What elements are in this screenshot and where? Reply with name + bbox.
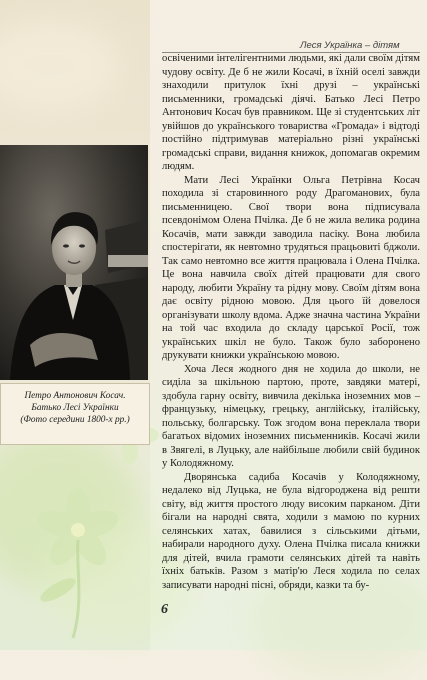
paragraph: Дворянська садиба Косачів у Колодяжному, недалеко від Луцька, не була відгороджена від решти світу, від життя простого люду високим парканом. Діти бігали на народні свята, ходили з мамою по курних селянських хатах, бавилися з сільськими дітьми, набирали народного духу. Олена Пчілка писала книжки для дітей, вчила грамоти селянських дітей та навіть їхніх батьків. Разом з матір'ю Леся ходила по селах записувати народні пісні, обряди, казки та бу- [162,471,420,591]
caption-line: Петро Антонович Косач. [24,391,126,401]
page-number: 6 [161,602,168,617]
paragraph: Мати Лесі Українки Ольга Петрівна Косач походила зі старовинного роду Драгоманових, була письменницею. Свої твори вона підписувала псевдонімом Олена Пчілка. Де б не жила велика родина Косачів, мати завжди заводила пасіку. Вона любила спостерігати, як невтомно трудяться працьовиті бджоли. Так само невтомно все життя працювала і Олена Пчілка. Це вона навчила своїх дітей працювати для свого народу, любити Україну та рідну мову. Своїм дітям вона дає освіту рідною мовою. Для цього їй довелося організувати школу вдома. Адже значна частина України на той час входила до складу царської Росії, тож українських шкіл не було. Також було заборонено друкувати книжки українською мовою. [162,174,420,361]
body-text [162,52,420,592]
flower-decoration-icon [18,470,138,640]
caption-line: Батько Лесі Українки [31,403,119,413]
paragraph: Хоча Леся жодного дня не ходила до школи, не сиділа за шкільною партою, проте, завдяки матері, здобула гарну освіту, вивчила декілька іноземних мов – французьку, німецьку, грецьку, англійську, італійську, польську, болгарську. Тож згодом вона переклала твори багатьох відомих іноземних письменників. Косачі жили в Звягелі, в Луцьку, але найбільше любили свій будинок у Колодяжному. [162,363,420,469]
caption-line: (Фото середини 1800-х рр.) [20,415,130,425]
photo-caption [0,383,150,445]
running-header: Леся Українка – дітям [300,40,400,51]
paragraph: освіченими інтелігентними людьми, які дали своїм дітям чудову освіту. Де б не жили Косачі, в їхній оселі завжди знаходили притулок їхні друзі – українські письменники, громадські діячі. Батько Лесі Петро Антонович Косач був правником. Ще зі студентських літ увійшов до українського товариства «Громада» і відтоді постійно підтримував матеріально різні українські громадські справи, видання книжок, допомагав окремим людям. [162,53,420,172]
portrait-photo [0,145,148,380]
